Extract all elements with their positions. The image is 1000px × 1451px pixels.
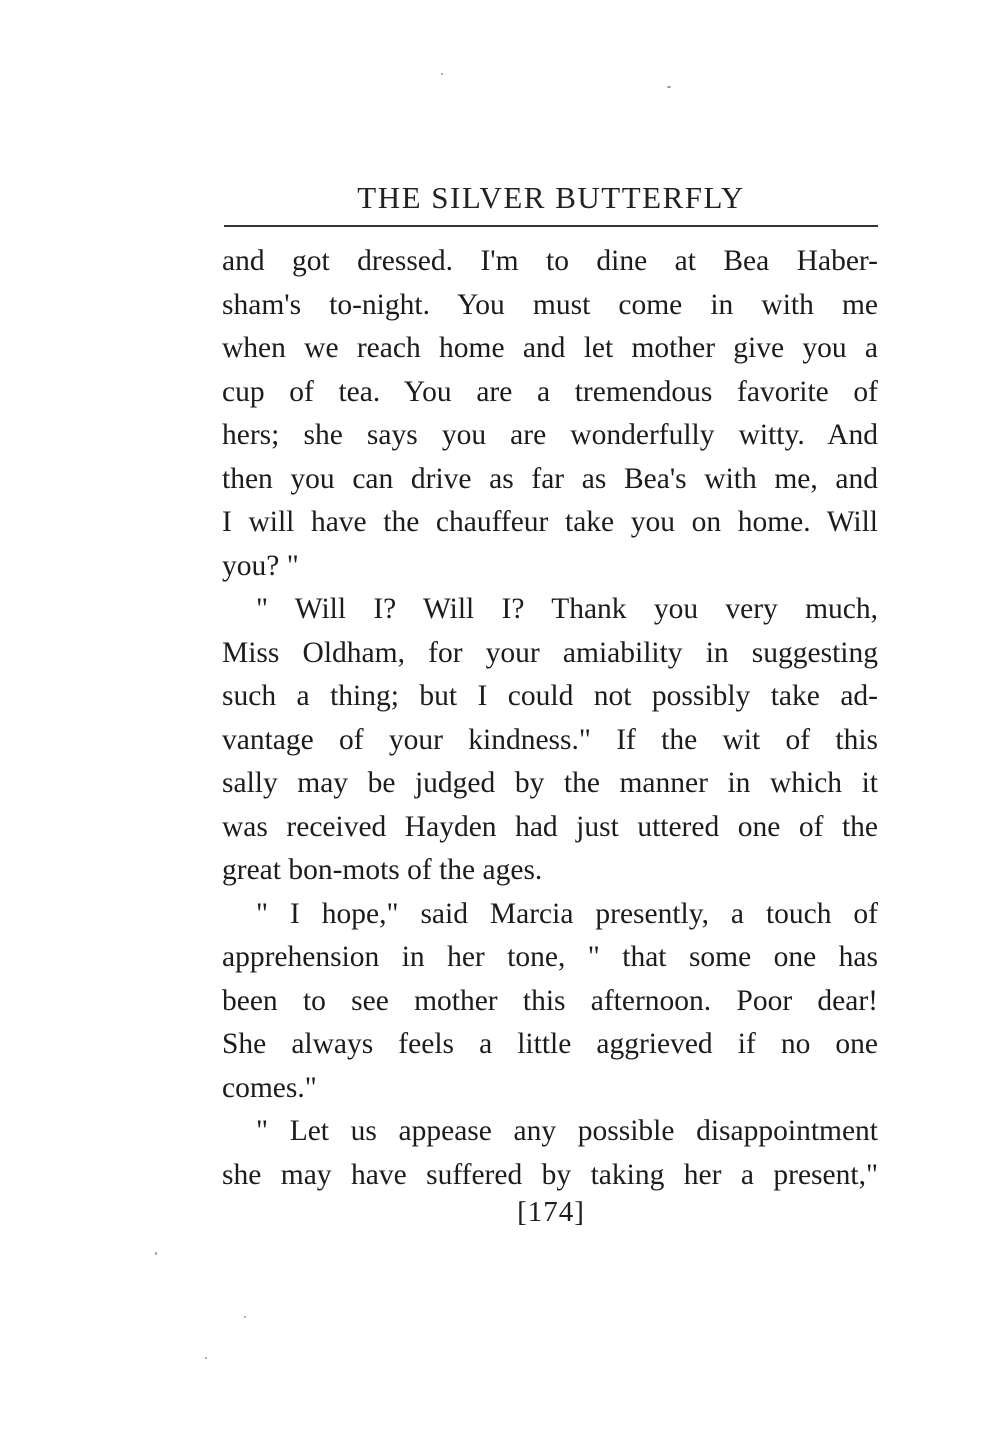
text-line: cup of tea. You are a tremendous favorite of	[222, 375, 878, 408]
text-line: she may have suffered by taking her a present,"	[222, 1158, 878, 1191]
text-line: hers; she says you are wonderfully witty. And	[222, 419, 878, 451]
text-line: She always feels a little aggrieved if no one	[222, 1028, 878, 1060]
text-line: was received Hayden had just uttered one of the	[222, 810, 878, 843]
scan-speck	[205, 1357, 207, 1359]
running-head: THE SILVER BUTTERFLY	[357, 180, 745, 215]
body-text	[222, 240, 878, 1197]
text-line: you? "	[222, 549, 299, 582]
scan-speck	[155, 1252, 157, 1255]
text-line: then you can drive as far as Bea's with me, and	[222, 462, 878, 495]
text-line: such a thing; but I could not possibly take ad-	[222, 680, 878, 712]
text-line: great bon-mots of the ages.	[222, 854, 543, 886]
header-rule	[224, 225, 878, 227]
scan-speck	[441, 73, 443, 75]
text-line: sham's to-night. You must come in with me	[222, 288, 878, 321]
text-line: " I hope," said Marcia presently, a touch of	[256, 897, 878, 930]
text-line: comes."	[222, 1071, 317, 1104]
text-line: apprehension in her tone, " that some one has	[222, 941, 878, 973]
page-number: [174]	[517, 1196, 585, 1228]
text-line: and got dressed. I'm to dine at Bea Haber-	[222, 245, 878, 277]
text-line: been to see mother this afternoon. Poor dear!	[222, 984, 878, 1017]
scan-speck	[244, 1316, 246, 1318]
text-line: " Will I? Will I? Thank you very much,	[256, 593, 878, 625]
text-line: vantage of your kindness." If the wit of this	[222, 723, 878, 756]
text-line: I will have the chauffeur take you on home. Will	[222, 506, 878, 538]
scan-speck	[667, 86, 671, 88]
text-line: " Let us appease any possible disappointment	[256, 1115, 878, 1147]
text-line: Miss Oldham, for your amiability in suggesting	[222, 636, 878, 669]
text-line: when we reach home and let mother give you a	[222, 332, 878, 364]
text-line: sally may be judged by the manner in which it	[222, 767, 878, 799]
